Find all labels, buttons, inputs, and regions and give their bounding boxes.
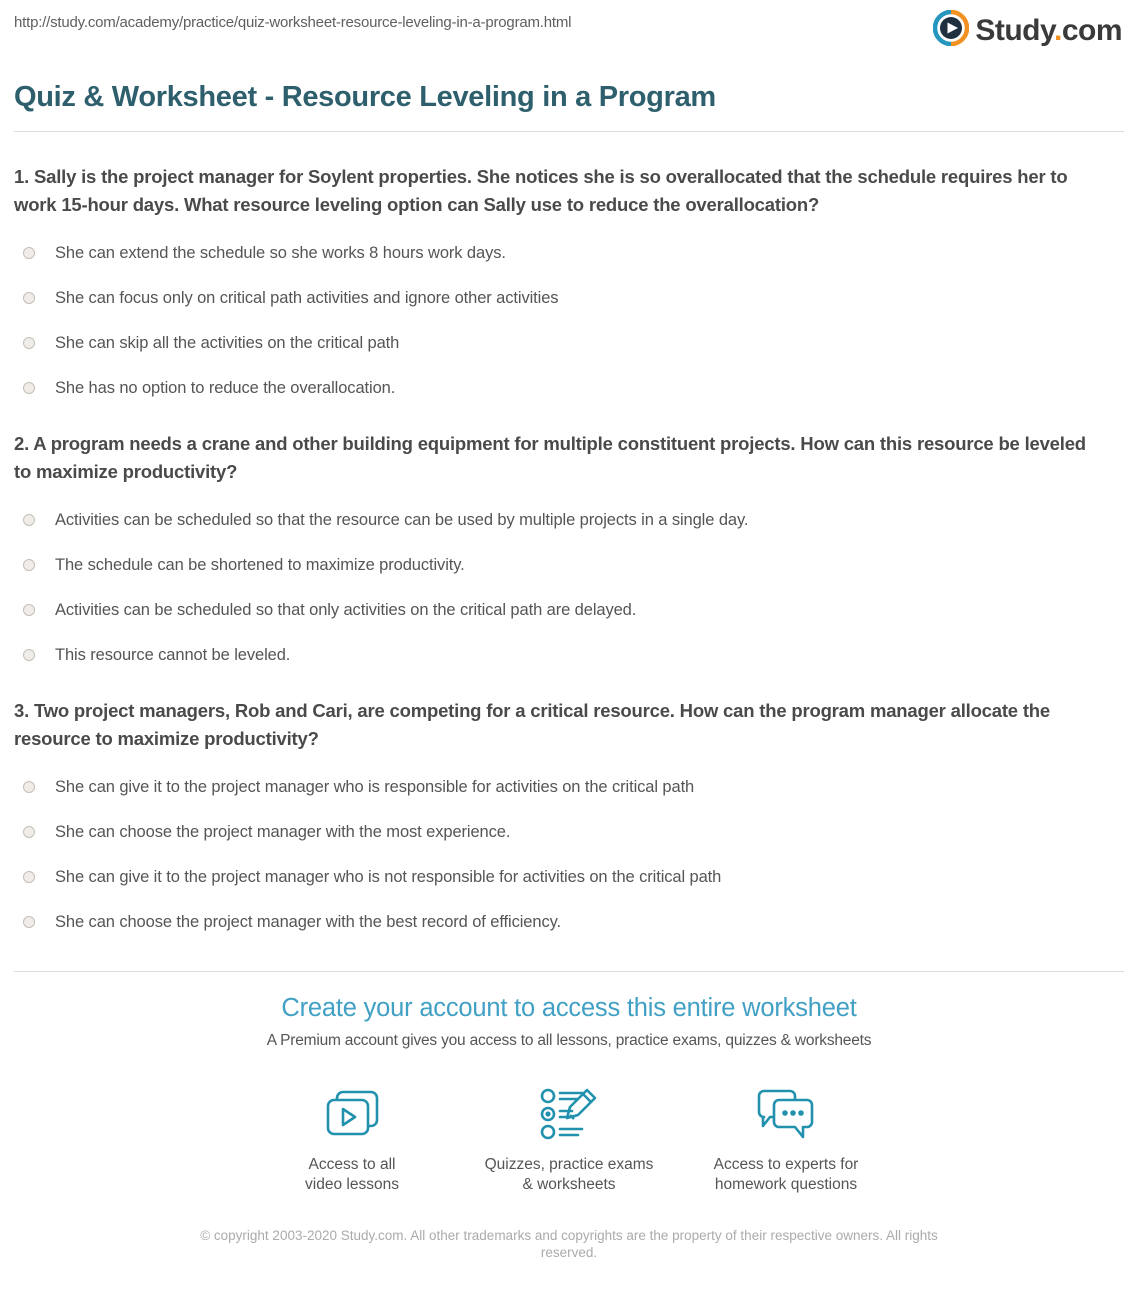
radio-button[interactable] (23, 649, 35, 661)
question-1-option-4[interactable] (14, 377, 1124, 399)
feature-label: Access to experts for homework questions (713, 1156, 859, 1193)
study-logo-play-icon (933, 10, 969, 51)
question-3-options (14, 776, 1124, 933)
radio-button[interactable] (23, 871, 35, 883)
study-logo-text: Study.com (975, 13, 1122, 47)
page-header (14, 0, 1124, 51)
option-label[interactable]: She can give it to the project manager who is responsible for activities on the critical path (55, 778, 695, 796)
experts-chat-icon (678, 1085, 895, 1143)
account-heading: Create your account to access this entire worksheet (281, 994, 857, 1022)
option-label[interactable]: She can extend the schedule so she works 8 hours work days. (55, 244, 506, 262)
quizzes-worksheets-icon (461, 1085, 678, 1143)
option-label[interactable]: She can choose the project manager with the best record of efficiency. (55, 913, 562, 931)
logo-dot: . (1053, 13, 1062, 47)
radio-button[interactable] (23, 781, 35, 793)
page-title: Quiz & Worksheet - Resource Leveling in a Program (14, 81, 716, 113)
question-2 (14, 430, 1124, 666)
study-logo[interactable] (933, 10, 1124, 51)
quiz-body (14, 163, 1124, 933)
option-label[interactable]: She can choose the project manager with the most experience. (55, 823, 511, 841)
feature-quizzes (461, 1085, 678, 1195)
question-2-option-4[interactable] (14, 644, 1124, 666)
question-2-option-1[interactable] (14, 509, 1124, 531)
radio-button[interactable] (23, 382, 35, 394)
question-3-option-2[interactable] (14, 821, 1124, 843)
account-subheading: A Premium account gives you access to all lessons, practice exams, quizzes & worksheets (266, 1032, 872, 1049)
feature-experts (678, 1085, 895, 1195)
question-2-options (14, 509, 1124, 666)
option-label[interactable]: She can focus only on critical path activities and ignore other activities (55, 289, 559, 307)
question-1-options (14, 242, 1124, 399)
question-2-option-3[interactable] (14, 599, 1124, 621)
radio-button[interactable] (23, 559, 35, 571)
radio-button[interactable] (23, 337, 35, 349)
option-label[interactable]: Activities can be scheduled so that only activities on the critical path are delayed. (55, 601, 637, 619)
section-divider (14, 971, 1124, 972)
question-3-option-1[interactable] (14, 776, 1124, 798)
radio-button[interactable] (23, 292, 35, 304)
question-text: 2. A program needs a crane and other building equipment for multiple constituent projects. How can this resource be leveled to maximize productivity? (14, 433, 1086, 482)
option-label[interactable]: She has no option to reduce the overallocation. (55, 379, 396, 397)
question-3 (14, 697, 1124, 933)
option-label[interactable]: She can skip all the activities on the critical path (55, 334, 400, 352)
question-1-option-1[interactable] (14, 242, 1124, 264)
video-lessons-icon (244, 1085, 461, 1143)
question-3-option-3[interactable] (14, 866, 1124, 888)
feature-label: Access to all video lessons (305, 1156, 399, 1193)
title-divider (14, 131, 1124, 132)
option-label[interactable]: This resource cannot be leveled. (55, 646, 291, 664)
radio-button[interactable] (23, 826, 35, 838)
radio-button[interactable] (23, 916, 35, 928)
feature-label: Quizzes, practice exams & worksheets (484, 1156, 654, 1193)
radio-button[interactable] (23, 247, 35, 259)
question-text: 3. Two project managers, Rob and Cari, are competing for a critical resource. How can the program manager allocate the resource to maximize productivity? (14, 700, 1050, 749)
question-1 (14, 163, 1124, 399)
radio-button[interactable] (23, 514, 35, 526)
feature-list (14, 1085, 1124, 1195)
question-1-option-3[interactable] (14, 332, 1124, 354)
question-1-option-2[interactable] (14, 287, 1124, 309)
option-label[interactable]: Activities can be scheduled so that the resource can be used by multiple projects in a single day. (55, 511, 749, 529)
copyright-notice: © copyright 2003-2020 Study.com. All other trademarks and copyrights are the property of their respective owners. All rights reserved. (200, 1228, 938, 1260)
option-label[interactable]: The schedule can be shortened to maximize productivity. (55, 556, 465, 574)
account-section (14, 994, 1124, 1289)
question-2-option-2[interactable] (14, 554, 1124, 576)
question-text: 1. Sally is the project manager for Soylent properties. She notices she is so overallocated that the schedule requires her to work 15-hour days. What resource leveling option can Sally use to reduce the overallocation? (14, 166, 1068, 215)
radio-button[interactable] (23, 604, 35, 616)
page-url: http://study.com/academy/practice/quiz-worksheet-resource-leveling-in-a-program.html (14, 14, 572, 31)
feature-video-lessons (244, 1085, 461, 1195)
question-3-option-4[interactable] (14, 911, 1124, 933)
option-label[interactable]: She can give it to the project manager who is not responsible for activities on the critical path (55, 868, 722, 886)
